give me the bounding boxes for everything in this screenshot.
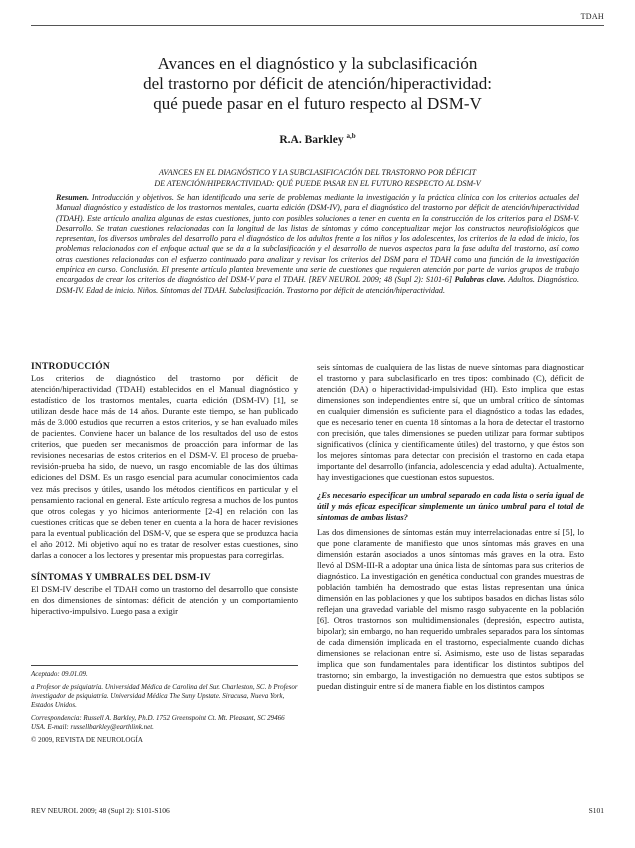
title-line: del trastorno por déficit de atención/hiperactividad: (143, 74, 492, 93)
abstract-label: Resumen. (56, 193, 90, 202)
spanish-title (56, 167, 579, 189)
accepted-date: Aceptado: 09.01.09. (31, 670, 88, 678)
header-rule (31, 25, 604, 26)
symptoms-heading: SÍNTOMAS Y UMBRALES DEL DSM-IV (31, 572, 211, 583)
correspondence: Correspondencia: Russell A. Barkley, Ph.D. 1752 Greenspoint Ct. Mt. Pleasant, SC 29466 USA. E-mail: russellbarkley@earthlink.net. (31, 714, 285, 731)
copyright: © 2009, REVISTA DE NEUROLOGÍA (31, 736, 143, 744)
symptoms-paragraph: El DSM-IV describe el TDAH como un trastorno del desarrollo que consiste en dos dimensiones de síntomas: déficit de atención y un comportamiento hiperactivo-impulsivo. Luego pasa a exigir (31, 583, 298, 616)
intro-heading: INTRODUCCIÓN (31, 362, 110, 372)
question-subheading: ¿Es necesario especificar un umbral separado en cada lista o sería igual de útil y más eficaz especificar simplemente un único umbral para el total de síntomas de ambas listas? (317, 489, 584, 522)
abstract-block (56, 193, 579, 296)
page-number: S101 (588, 806, 604, 815)
es-title-line: AVANCES EN EL DIAGNÓSTICO Y LA SUBCLASIFICACIÓN DEL TRASTORNO POR DÉFICIT (158, 168, 477, 177)
title-line: Avances en el diagnóstico y la subclasificación (157, 54, 478, 73)
affiliations: a Profesor de psiquiatría. Universidad Médica de Carolina del Sur. Charleston, SC. b Profesor investigador de psiquiatría. Universidad Médica The Suny Upstate. Siracusa, Nueva York, Estados Unidos. (31, 683, 298, 709)
footnotes (31, 670, 298, 749)
author-name: R.A. Barkley (279, 133, 344, 146)
author-affiliation-marks: a,b (346, 132, 356, 140)
running-head: TDAH (580, 12, 604, 21)
article-title (40, 54, 595, 114)
footer-citation: REV NEUROL 2009; 48 (Supl 2): S101-S106 (31, 806, 170, 815)
author-line (0, 132, 635, 146)
right-paragraph-1: seis síntomas de cualquiera de las listas de nueve síntomas para diagnosticar el trastorno y para subclasificarlo en tres tipos: combinado (C), déficit de atención (DA) o hiperactividad-impulsividad (HI). Esto implica que estas dimensiones son independientes entre sí, que un umbral crítico de síntomas en cualquier dimensión es suficiente para el diagnóstico a todas las edades, que es necesario tener en cuenta 18 síntomas a la hora de detectar el trastorno con precisión, que tales dimensiones se pueden utilizar para formar subtipos significativos (clínica y científicamente útiles) del trastorno, y que éstos son los mejores síntomas para detectar con precisión el trastorno en cada etapa importante del desarrollo (infancia, adolescencia y edad adulta). Actualmente, hay investigaciones que cuestionan estos supuestos. (317, 362, 584, 483)
right-column (317, 362, 584, 692)
keywords-text: Adultos. Diagnóstico. DSM-IV. Edad de inicio. Niños. Síntomas del TDAH. Subclasificación. Trastorno por déficit de atención/hiperactividad. (56, 275, 579, 295)
es-title-line: DE ATENCIÓN/HIPERACTIVIDAD: QUÉ PUEDE PASAR EN EL FUTURO RESPECTO AL DSM-V (154, 179, 481, 188)
abstract-text: Introducción y objetivos. Se han identificado una serie de problemas mediante la investigación y la práctica clínica con los criterios actuales del Manual diagnóstico y estadístico de los trastornos mentales, cuarta edición (DSM-IV), para el diagnóstico del trastorno por déficit de atención/hiperactividad (TDAH). Este artículo analiza algunas de estas cuestiones, junto con posibles soluciones a tener en cuenta en la construcción de los criterios para el DSM-V. Desarrollo. Se tratan cuestiones relacionadas con la longitud de las listas de síntomas y cómo conceptualizar mejor los constructos neurofisiológicos que representan, los diversos umbrales del desarrollo para el diagnóstico de los adultos frente a los niños y los adolescentes, los criterios de la edad de inicio, los problemas relacionados con el enfoque actual que se da a la subclasificación y el desarrollo de nuevos aspectos para la fase adulta del trastorno, así como otras cuestiones relacionadas con el esfuerzo continuado para analizar y revisar los criterios del DSM para el TDAH como una función de la investigación empírica en curso. Conclusión. El presente artículo plantea brevemente una serie de cuestiones que requieren atención por parte de varios grupos de trabajo encargados de crear los criterios de diagnóstico del DSM-V para el TDAH. [REV NEUROL 2009; 48 (Supl 2): S101-6] (56, 193, 579, 285)
keywords-label: Palabras clave. (454, 275, 506, 285)
intro-paragraph: Los criterios de diagnóstico del trastorno por déficit de atención/hiperactividad (TDAH) establecidos en el Manual diagnóstico y estadístico de los trastornos mentales, cuarta edición (DSM-IV) [1], se utilizan desde hace más de 14 años. Durante este tiempo, se han publicado más de 3.000 estudios que recurren a estos criterios, y se han evaluado miles de pacientes. Conviene hacer un balance de los resultados del uso de estos criterios, que pueden ser mecanismos de proacción para informar de las revisiones necesarias de estos criterios en el DSM-V. El proceso de prueba-revisión-prueba ha sido, de nuevo, un rasgo encomiable de las dos últimas ediciones del DSM. Es un rasgo esencial para acumular conocimientos cada vez más precisos y útiles, usando los métodos científicos en particular y el pensamiento racional en general. Este artículo regresa a muchos de los puntos que otros colegas y yo hicimos anteriormente [2-4] en relación con las cuestiones críticas que se deben tener en cuenta a la hora de hacer revisiones para la eventual publicación del DSM-V, que se espera que se produzca hacia el año 2012. Mi objetivo aquí no es tratar de resolver estas cuestiones, sino darlas a conocer a los lectores y presentar mis propuestas para corregirlas. (31, 373, 298, 560)
title-line: qué puede pasar en el futuro respecto al DSM-V (153, 94, 482, 113)
left-column (31, 362, 298, 617)
right-paragraph-2: Las dos dimensiones de síntomas están muy interrelacionadas entre sí [5], lo que pone claramente de manifiesto que unos síntomas más graves en una dimensión estarán asociados a unos síntomas más graves en la otra. Esto llevó al DSM-III-R a adoptar una única lista de síntomas para sus criterios de diagnóstico. La investigación en genética conductual con grandes muestras de población también ha demostrado que estas listas representan una única dimensión en las poblaciones y que los subtipos basados en dichas listas sólo reflejan una gravedad variable del mismo rasgo subyacente en la población [6]. Otros trastornos son multidimensionales (depresión, espectro autista, bipolar); sin embargo, no han requerido umbrales separados para los síntomas de cada dimensión implicada en el trastorno, especialmente cuando dichas dimensiones se relacionan entre sí. Asimismo, este uso de listas separadas implica que son fundamentales para identificar los distintos subtipos del trastorno; sin embargo, la investigación no demuestra que estos subtipos se puedan distinguir entre sí de manera fiable en los distintos campos (317, 526, 584, 692)
footnote-rule (31, 665, 298, 666)
